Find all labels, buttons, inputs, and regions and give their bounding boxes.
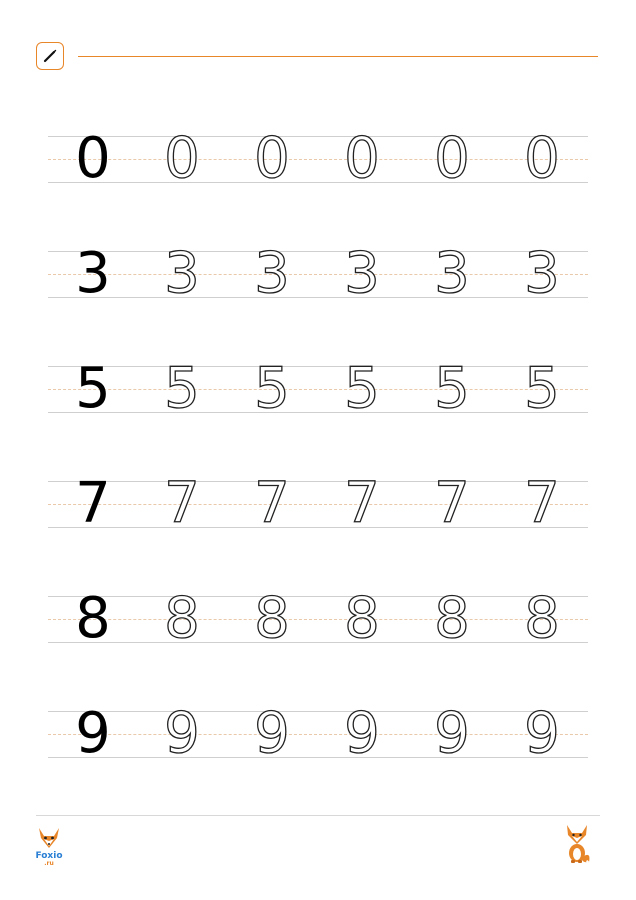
- trace-digit: 9: [434, 701, 470, 766]
- model-digit: 8: [75, 586, 111, 651]
- trace-digit: 0: [524, 126, 560, 191]
- trace-digit: 7: [254, 471, 290, 536]
- digit-row-5: [48, 356, 588, 421]
- row-bottom-line: [48, 182, 588, 183]
- digit-row-9: [48, 701, 588, 766]
- row-bottom-line: [48, 642, 588, 643]
- trace-digit: 8: [164, 586, 200, 651]
- trace-digit: 8: [434, 586, 470, 651]
- row-top-line: [48, 596, 588, 597]
- row-top-line: [48, 136, 588, 137]
- footer-divider: [36, 815, 600, 816]
- trace-digit: 8: [344, 586, 380, 651]
- model-digit: 3: [75, 241, 111, 306]
- trace-digit: 9: [164, 701, 200, 766]
- header-divider: [78, 56, 598, 57]
- brand-name: Foxio: [35, 851, 63, 861]
- row-mid-dashed-line: [48, 274, 588, 275]
- digit-row-7: [48, 471, 588, 536]
- row-mid-dashed-line: [48, 504, 588, 505]
- digit-row-3: [48, 241, 588, 306]
- model-digit: 5: [75, 356, 111, 421]
- trace-digit: 3: [434, 241, 470, 306]
- trace-digit: 7: [524, 471, 560, 536]
- trace-digit: 0: [344, 126, 380, 191]
- row-top-line: [48, 481, 588, 482]
- model-digit: 0: [75, 126, 111, 191]
- trace-digit: 7: [344, 471, 380, 536]
- trace-digit: 3: [164, 241, 200, 306]
- row-bottom-line: [48, 527, 588, 528]
- trace-digit: 8: [254, 586, 290, 651]
- model-digit: 7: [75, 471, 111, 536]
- trace-digit: 5: [434, 356, 470, 421]
- trace-digit: 7: [434, 471, 470, 536]
- row-mid-dashed-line: [48, 159, 588, 160]
- trace-digit: 5: [344, 356, 380, 421]
- trace-digit: 8: [524, 586, 560, 651]
- row-bottom-line: [48, 412, 588, 413]
- trace-digit: 7: [164, 471, 200, 536]
- row-mid-dashed-line: [48, 619, 588, 620]
- brand-domain: .ru: [44, 860, 54, 867]
- trace-digit: 0: [164, 126, 200, 191]
- trace-digit: 3: [344, 241, 380, 306]
- trace-digit: 5: [164, 356, 200, 421]
- trace-digit: 9: [344, 701, 380, 766]
- trace-digit: 3: [254, 241, 290, 306]
- trace-digit: 5: [254, 356, 290, 421]
- trace-digit: 3: [524, 241, 560, 306]
- row-bottom-line: [48, 757, 588, 758]
- row-top-line: [48, 366, 588, 367]
- digit-row-8: [48, 586, 588, 651]
- row-top-line: [48, 711, 588, 712]
- digit-row-0: [48, 126, 588, 191]
- trace-digit: 0: [434, 126, 470, 191]
- row-mid-dashed-line: [48, 389, 588, 390]
- row-bottom-line: [48, 297, 588, 298]
- model-digit: 9: [75, 701, 111, 766]
- row-top-line: [48, 251, 588, 252]
- trace-digit: 0: [254, 126, 290, 191]
- pencil-icon: [36, 42, 64, 70]
- trace-digit: 9: [524, 701, 560, 766]
- trace-digit: 9: [254, 701, 290, 766]
- fox-mascot-icon: [562, 822, 592, 864]
- row-mid-dashed-line: [48, 734, 588, 735]
- trace-digit: 5: [524, 356, 560, 421]
